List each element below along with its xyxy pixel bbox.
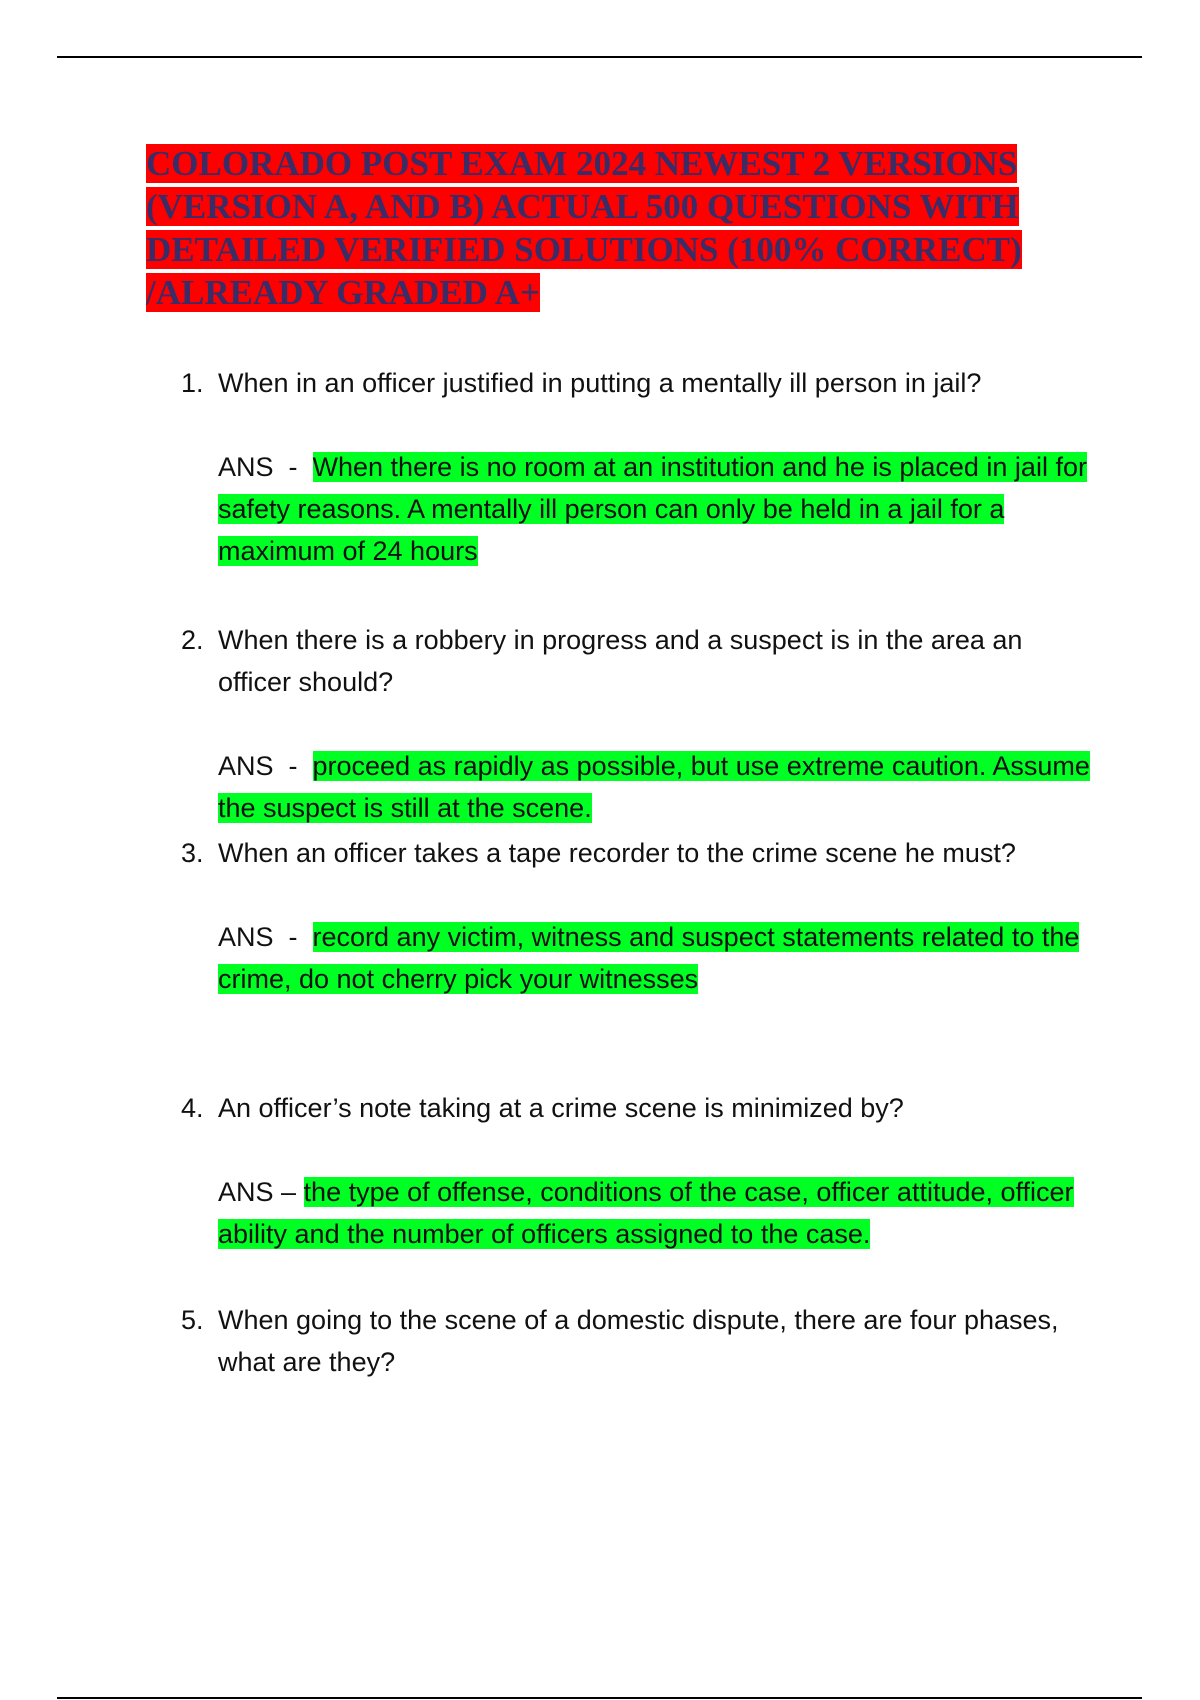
- answer-line: [218, 446, 1101, 572]
- answer-line: [218, 916, 1101, 1000]
- question-text: When going to the scene of a domestic dispute, there are four phases, what are they?: [218, 1305, 1059, 1377]
- answer-text: the type of offense, conditions of the case, officer attitude, officer ability and the number of officers assigned to the case.: [218, 1177, 1074, 1249]
- top-rule: [57, 56, 1142, 58]
- question-block-2: [181, 619, 1101, 829]
- answer-line: [218, 1171, 1101, 1255]
- answer-prefix: ANS -: [218, 922, 313, 952]
- question-number: 3.: [181, 838, 204, 868]
- document-title: [146, 142, 1086, 314]
- bottom-rule: [57, 1697, 1142, 1699]
- question-block-4: [181, 1087, 1101, 1255]
- question-number: 1.: [181, 368, 204, 398]
- question-block-5: [181, 1299, 1101, 1383]
- answer-text: record any victim, witness and suspect statements related to the crime, do not cherry pick your witnesses: [218, 922, 1080, 994]
- question-text: When an officer takes a tape recorder to the crime scene he must?: [218, 838, 1016, 868]
- answer-prefix: ANS –: [218, 1177, 304, 1207]
- question-number: 5.: [181, 1305, 204, 1335]
- question-text: When in an officer justified in putting a mentally ill person in jail?: [218, 368, 982, 398]
- answer-prefix: ANS -: [218, 751, 313, 781]
- question-block-3: [181, 832, 1101, 1000]
- answer-text: When there is no room at an institution and he is placed in jail for safety reasons. A mentally ill person can only be held in a jail for a maximum of 24 hours: [218, 452, 1087, 566]
- answer-line: [218, 745, 1101, 829]
- question-block-1: [181, 362, 1101, 572]
- document-title-text: COLORADO POST EXAM 2024 NEWEST 2 VERSIONS (VERSION A, AND B) ACTUAL 500 QUESTIONS WITH DETAILED VERIFIED SOLUTIONS (100% CORRECT) /ALREADY GRADED A+: [146, 144, 1022, 312]
- answer-text: proceed as rapidly as possible, but use extreme caution. Assume the suspect is still at the scene.: [218, 751, 1090, 823]
- question-number: 2.: [181, 625, 204, 655]
- question-text: When there is a robbery in progress and a suspect is in the area an officer should?: [218, 625, 1023, 697]
- answer-prefix: ANS -: [218, 452, 313, 482]
- question-text: An officer’s note taking at a crime scene is minimized by?: [218, 1093, 904, 1123]
- question-number: 4.: [181, 1093, 204, 1123]
